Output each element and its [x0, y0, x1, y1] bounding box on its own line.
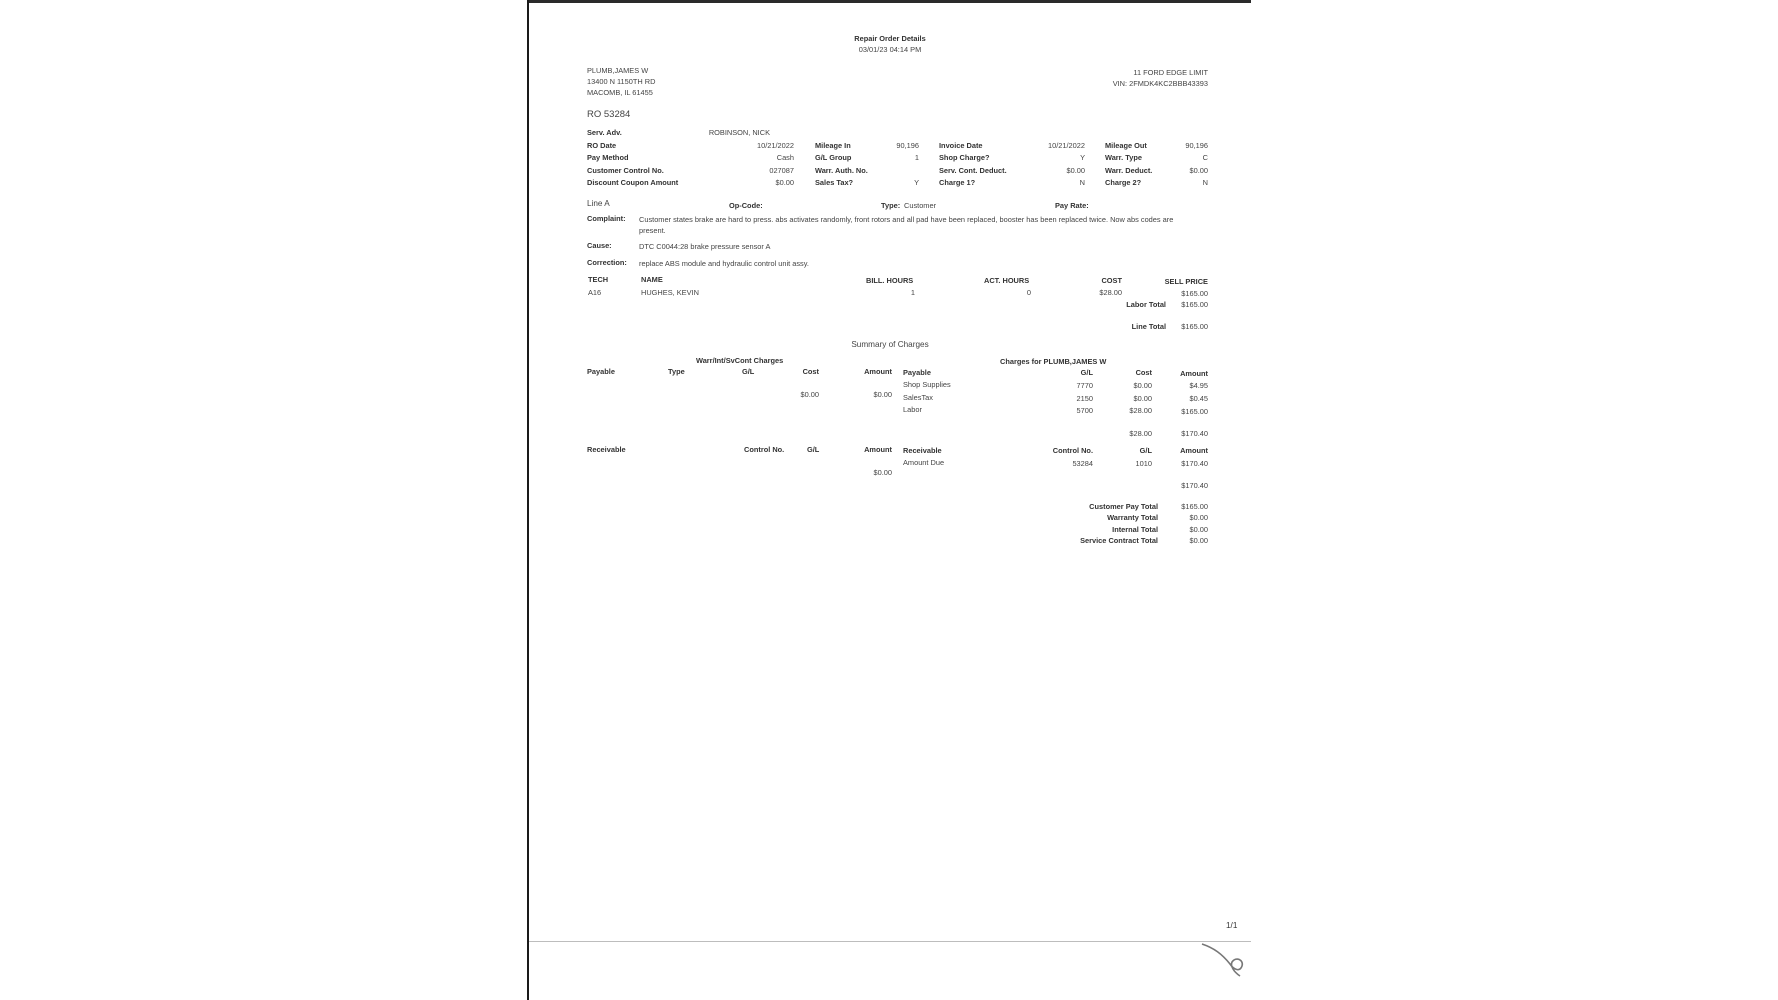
charge1-value: N	[1079, 178, 1085, 187]
col-cost: COST	[1101, 276, 1122, 285]
right-col-gl: G/L	[1080, 368, 1093, 377]
receivable-row-label: Amount Due	[903, 458, 945, 467]
customer-address-line1: 13400 N 1150TH RD	[587, 77, 656, 86]
left-col-payable: Payable	[587, 367, 615, 376]
labor-total-label: Labor Total	[1126, 300, 1166, 309]
payable-cost-total: $28.00	[1129, 429, 1152, 438]
charge-row-payable: SalesTax	[903, 393, 933, 402]
charge2-value: N	[1202, 178, 1208, 187]
payable-amount-total: $170.40	[1181, 429, 1208, 438]
vehicle-vin: VIN: 2FMDK4KC2BBB43393	[1112, 79, 1208, 88]
pay-rate-label: Pay Rate:	[1055, 201, 1089, 210]
complaint-text-line1: Customer states brake are hard to press. abs activates randomly, front rotors and all pad have been replaced, booster has been replaced twice. Now abs codes are	[639, 215, 1174, 224]
right-col-cost: Cost	[1135, 368, 1152, 377]
left-col-recv-amount: Amount	[864, 445, 892, 454]
left-cost-value: $0.00	[800, 390, 819, 399]
left-col-type: Type	[668, 367, 685, 376]
shop-charge-value: Y	[1080, 153, 1085, 162]
customer-address-line2: MACOMB, IL 61455	[587, 88, 653, 97]
mileage-in-label: Mileage In	[815, 141, 851, 150]
gl-group-value: 1	[914, 153, 919, 162]
labor-name: HUGHES, KEVIN	[641, 288, 699, 297]
customer-name: PLUMB,JAMES W	[587, 66, 649, 75]
customer-pay-total-value: $165.00	[1181, 502, 1208, 511]
line-total-label: Line Total	[1131, 322, 1166, 331]
col-bill-hours: BILL. HOURS	[866, 276, 914, 285]
mileage-in-value: 90,196	[896, 141, 919, 150]
page-number: 1/1	[1226, 921, 1238, 930]
labor-act-hours: 0	[1026, 288, 1031, 297]
charge-row-payable: Shop Supplies	[903, 380, 951, 389]
charge2-label: Charge 2?	[1105, 178, 1142, 187]
document-title: Repair Order Details	[854, 34, 926, 43]
opcode-label: Op-Code:	[729, 201, 763, 210]
internal-total-label: Internal Total	[1112, 525, 1158, 534]
customer-control-value: 027087	[769, 166, 794, 175]
right-col-recv-gl: G/L	[1139, 446, 1152, 455]
customer-charges-header: Charges for PLUMB,JAMES W	[1000, 357, 1107, 366]
charge1-label: Charge 1?	[939, 178, 976, 187]
warr-type-value: C	[1202, 153, 1208, 162]
internal-total-value: $0.00	[1189, 525, 1208, 534]
cause-label: Cause:	[587, 241, 612, 250]
repair-order-document	[529, 0, 1251, 940]
page-bottom-edge	[529, 941, 1251, 942]
charge-row-cost: $0.00	[1133, 394, 1152, 403]
discount-label: Discount Coupon Amount	[587, 178, 679, 187]
warr-auth-label: Warr. Auth. No.	[815, 166, 868, 175]
mileage-out-value: 90,196	[1185, 141, 1208, 150]
receivable-row-amount: $170.40	[1181, 459, 1208, 468]
warranty-total-value: $0.00	[1189, 513, 1208, 522]
right-col-receivable: Receivable	[903, 446, 942, 455]
labor-total-value: $165.00	[1181, 300, 1208, 309]
service-contract-total-label: Service Contract Total	[1080, 536, 1158, 545]
warr-deduct-value: $0.00	[1189, 166, 1208, 175]
charge-row-payable: Labor	[903, 405, 922, 414]
left-col-gl: G/L	[742, 367, 755, 376]
left-col-cost: Cost	[802, 367, 819, 376]
col-act-hours: ACT. HOURS	[984, 276, 1030, 285]
vehicle-model: 11 FORD EDGE LIMIT	[1133, 68, 1208, 77]
customer-control-label: Customer Control No.	[587, 166, 664, 175]
col-name: NAME	[641, 275, 663, 284]
labor-cost: $28.00	[1099, 288, 1122, 297]
customer-pay-total-label: Customer Pay Total	[1089, 502, 1158, 511]
charge-row-amount: $4.95	[1189, 381, 1208, 390]
cause-text: DTC C0044:28 brake pressure sensor A	[639, 242, 771, 251]
right-col-payable: Payable	[903, 368, 931, 377]
correction-text: replace ABS module and hydraulic control unit assy.	[639, 259, 809, 268]
sales-tax-label: Sales Tax?	[815, 178, 854, 187]
col-tech: TECH	[588, 275, 609, 284]
print-datetime: 03/01/23 04:14 PM	[858, 45, 922, 54]
gl-group-label: G/L Group	[815, 153, 852, 162]
ro-date-value: 10/21/2022	[757, 141, 794, 150]
line-type-value: Customer	[904, 201, 937, 210]
right-col-recv-amount: Amount	[1180, 446, 1208, 455]
receivable-row-gl: 1010	[1135, 459, 1152, 468]
pay-method-label: Pay Method	[587, 153, 629, 162]
service-contract-total-value: $0.00	[1189, 536, 1208, 545]
serv-adv-label: Serv. Adv.	[587, 128, 622, 137]
complaint-label: Complaint:	[587, 214, 626, 223]
charge-row-amount: $0.45	[1189, 394, 1208, 403]
labor-bill-hours: 1	[910, 288, 915, 297]
left-col-recv-gl: G/L	[807, 445, 820, 454]
left-col-amount: Amount	[864, 367, 892, 376]
ro-number: RO 53284	[587, 109, 631, 120]
charge-row-amount: $165.00	[1181, 407, 1208, 416]
charge-row-cost: $28.00	[1129, 406, 1152, 415]
warr-type-label: Warr. Type	[1105, 153, 1142, 162]
receivable-total: $170.40	[1181, 481, 1208, 490]
right-col-amount: Amount	[1180, 369, 1208, 378]
labor-sell-price: $165.00	[1181, 289, 1208, 298]
line-type-label: Type:	[881, 201, 901, 210]
serv-cont-deduct-value: $0.00	[1066, 166, 1085, 175]
left-col-control-no: Control No.	[744, 445, 785, 454]
sales-tax-value: Y	[914, 178, 919, 187]
pay-method-value: Cash	[776, 153, 794, 162]
warranty-total-label: Warranty Total	[1107, 513, 1158, 522]
serv-cont-deduct-label: Serv. Cont. Deduct.	[939, 166, 1007, 175]
left-recv-amount-value: $0.00	[873, 468, 892, 477]
discount-value: $0.00	[775, 178, 794, 187]
line-total-value: $165.00	[1181, 322, 1208, 331]
complaint-text-line2: present.	[639, 226, 666, 235]
mileage-out-label: Mileage Out	[1105, 141, 1147, 150]
receivable-row-control: 53284	[1072, 459, 1093, 468]
charge-row-gl: 2150	[1076, 394, 1093, 403]
summary-title: Summary of Charges	[851, 340, 929, 349]
ro-date-label: RO Date	[587, 141, 617, 150]
warr-deduct-label: Warr. Deduct.	[1105, 166, 1153, 175]
serv-adv-value: ROBINSON, NICK	[708, 128, 770, 137]
col-sell-price: SELL PRICE	[1164, 277, 1208, 286]
left-amount-value: $0.00	[873, 390, 892, 399]
paper-clip-icon	[1200, 942, 1248, 990]
correction-label: Correction:	[587, 258, 627, 267]
shop-charge-label: Shop Charge?	[939, 153, 990, 162]
right-col-control-no: Control No.	[1052, 446, 1093, 455]
line-label: Line A	[587, 199, 610, 208]
invoice-date-value: 10/21/2022	[1048, 141, 1085, 150]
left-col-receivable: Receivable	[587, 445, 626, 454]
warr-charges-header: Warr/Int/SvCont Charges	[696, 356, 784, 365]
labor-tech: A16	[588, 288, 602, 297]
charge-row-gl: 5700	[1076, 406, 1093, 415]
invoice-date-label: Invoice Date	[939, 141, 983, 150]
charge-row-gl: 7770	[1076, 381, 1093, 390]
charge-row-cost: $0.00	[1133, 381, 1152, 390]
